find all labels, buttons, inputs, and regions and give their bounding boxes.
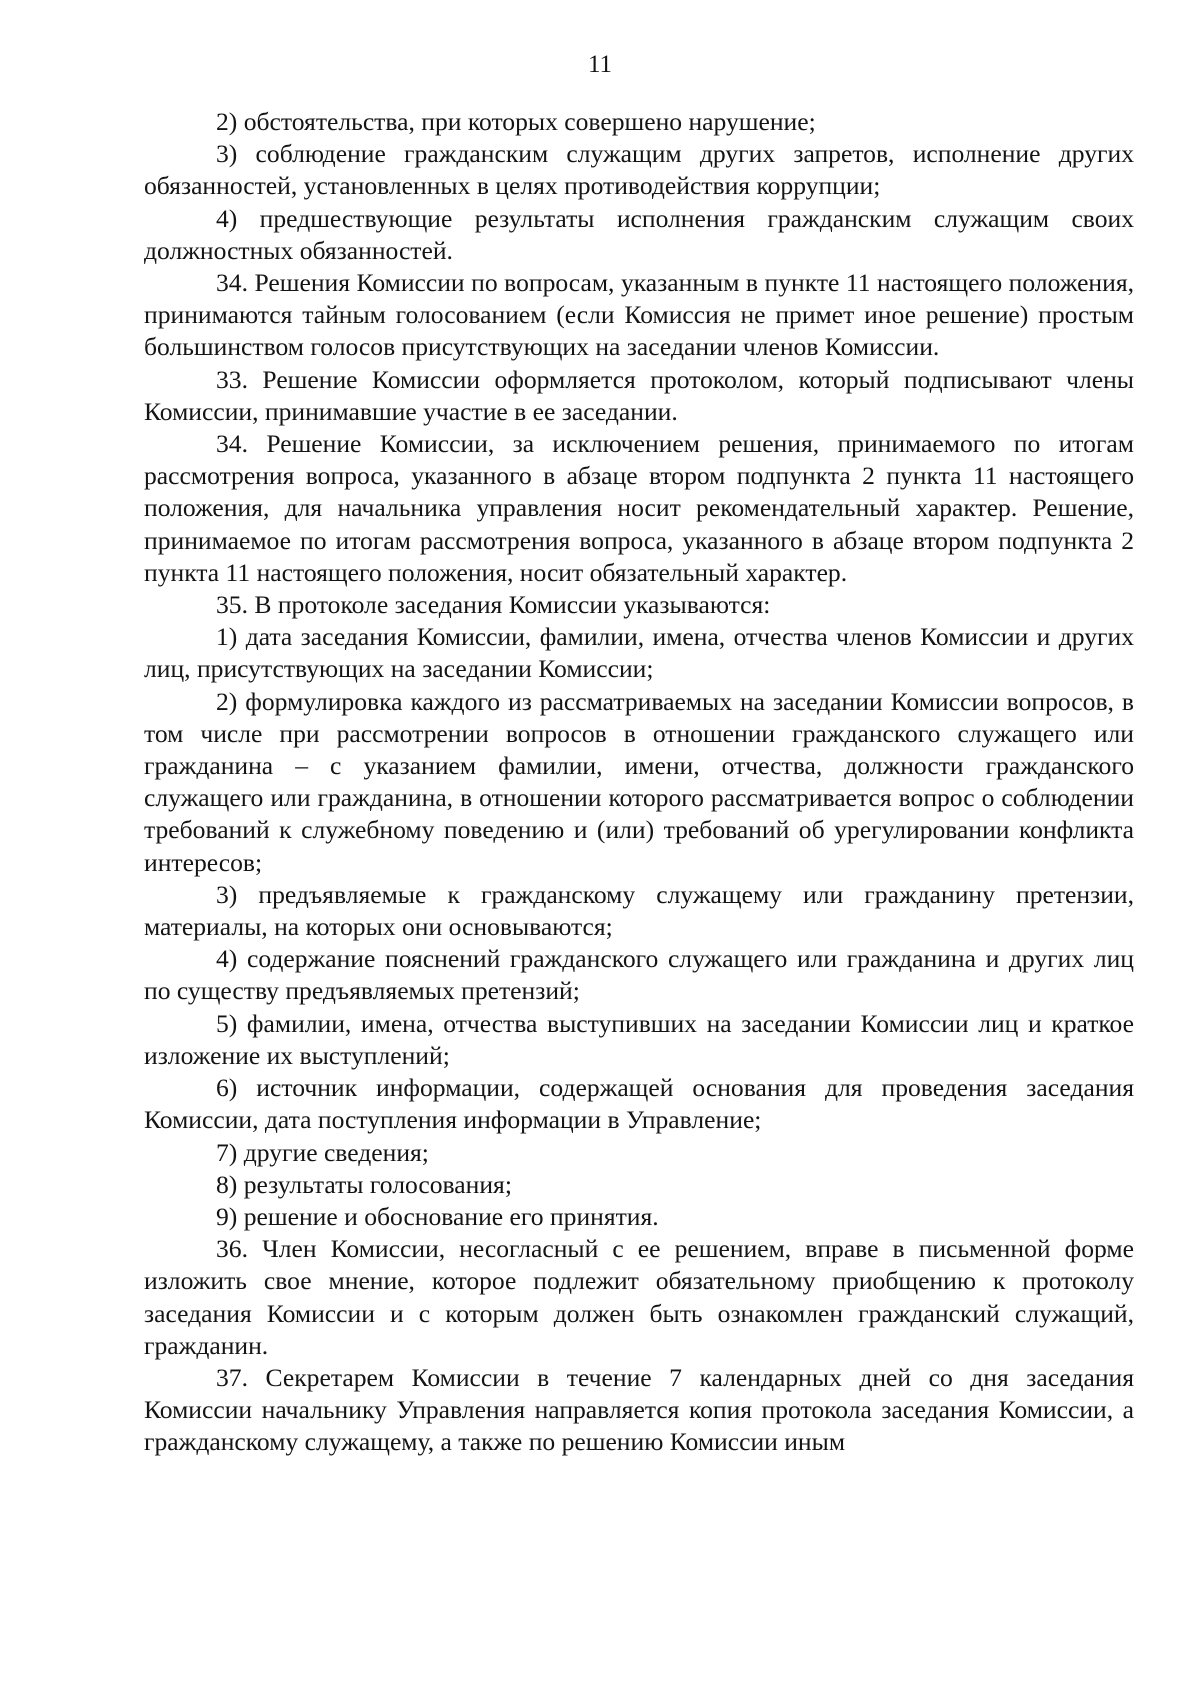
page-number: 11	[587, 51, 613, 78]
paragraph-clause-34-decision: 34. Решение Комиссии, за исключением решения, принимаемого по итогам рассмотрения вопроса, указанного в абзаце втором подпункта 2 пункта 11 настоящего положения, для начальника управления носит рекомендательный характер. Решение, принимаемое по итогам рассмотрения вопроса, указанного в абзаце втором подпункта 2 пункта 11 настоящего положения, носит обязательный характер.	[144, 429, 1134, 587]
paragraph-clause-33-protocol: 33. Решение Комиссии оформляется протоколом, который подписывают члены Комиссии, принимавшие участие в ее заседании.	[144, 364, 1134, 426]
paragraph-item-2: 2) обстоятельства, при которых совершено нарушение;	[216, 107, 816, 136]
paragraph-clause-35-item-3: 3) предъявляемые к гражданскому служащему или гражданину претензии, материалы, на которых они основываются;	[144, 879, 1134, 942]
paragraph-clause-35-item-1: 1) дата заседания Комиссии, фамилии, имена, отчества членов Комиссии и других лиц, присутствующих на заседании Комиссии;	[144, 622, 1134, 684]
paragraph-clause-35-item-6: 6) источник информации, содержащей основания для проведения заседания Комиссии, дата поступления информации в Управление;	[144, 1073, 1134, 1135]
paragraph-item-4: 4) предшествующие результаты исполнения гражданским служащим своих должностных обязанностей.	[144, 203, 1134, 265]
document-body	[144, 106, 1134, 1459]
paragraph-item-3: 3) соблюдение гражданским служащим других запретов, исполнение других обязанностей, установленных в целях противодействия коррупции;	[144, 139, 1134, 201]
paragraph-clause-34-voting: 34. Решения Комиссии по вопросам, указанным в пункте 11 настоящего положения, принимаются тайным голосованием (если Комиссия не примет иное решение) простым большинством голосов присутствующих на заседании членов Комиссии.	[144, 268, 1134, 362]
paragraph-clause-35-header: 35. В протоколе заседания Комиссии указываются:	[216, 590, 771, 620]
paragraph-clause-36: 36. Член Комиссии, несогласный с ее решением, вправе в письменной форме изложить свое мнение, которое подлежит обязательному приобщению к протоколу заседания Комиссии и с которым должен быть ознакомлен гражданский служащий, гражданин.	[144, 1234, 1134, 1360]
paragraph-clause-35-item-9: 9) решение и обоснование его принятия.	[216, 1201, 659, 1231]
paragraph-clause-35-item-8: 8) результаты голосования;	[216, 1169, 512, 1199]
paragraph-clause-35-item-5: 5) фамилии, имена, отчества выступивших на заседании Комиссии лиц и краткое изложение их выступлений;	[144, 1008, 1134, 1070]
paragraph-clause-35-item-2: 2) формулировка каждого из рассматриваемых на заседании Комиссии вопросов, в том числе при рассмотрении вопросов в отношении гражданского служащего или гражданина – с указанием фамилии, имени, отчества, должности гражданского служащего или гражданина, в отношении которого рассматривается вопрос о соблюдении требований к служебному поведению и (или) требований об урегулировании конфликта интересов;	[144, 686, 1134, 877]
paragraph-clause-37: 37. Секретарем Комиссии в течение 7 календарных дней со дня заседания Комиссии начальнику Управления направляется копия протокола заседания Комиссии, а гражданскому служащему, а также по решению Комиссии иным	[144, 1362, 1134, 1457]
paragraph-clause-35-item-7: 7) другие сведения;	[216, 1137, 429, 1167]
paragraph-clause-35-item-4: 4) содержание пояснений гражданского служащего или гражданина и других лиц по существу предъявляемых претензий;	[144, 944, 1134, 1006]
